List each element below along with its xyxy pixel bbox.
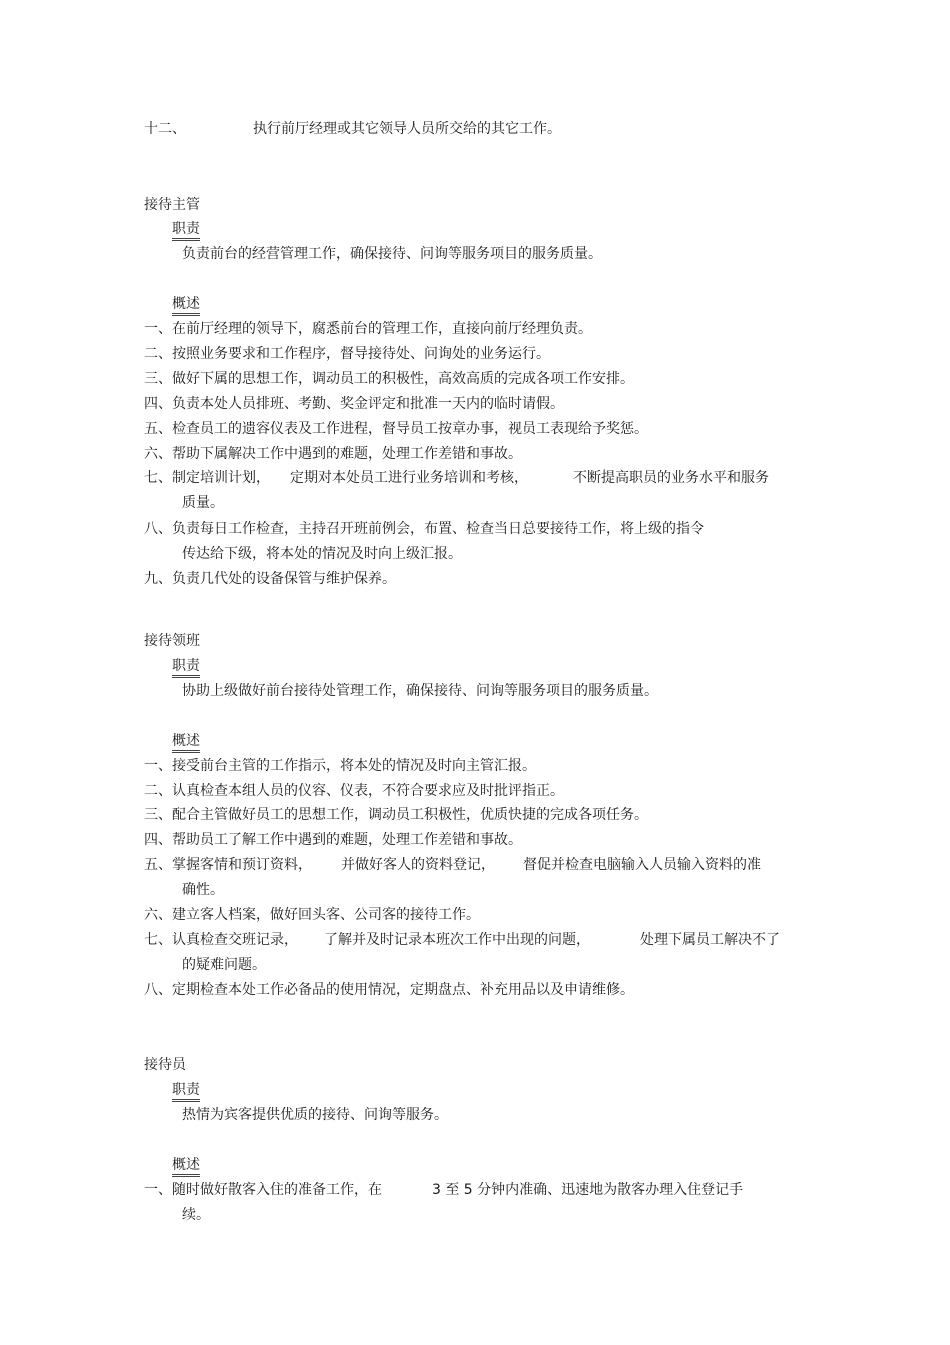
list-item-part: 处理下属员工解决不了 bbox=[640, 932, 780, 948]
list-item: 一、接受前台主管的工作指示，将本处的情况及时向主管汇报。 bbox=[144, 758, 536, 774]
duty-heading: 职责 bbox=[172, 1081, 200, 1102]
list-item: 一、在前厅经理的领导下，腐悉前台的管理工作，直接向前厅经理负责。 bbox=[144, 321, 592, 337]
list-item: 二、按照业务要求和工作程序，督导接待处、问询处的业务运行。 bbox=[144, 346, 550, 362]
item-number: 十二、 bbox=[144, 121, 186, 137]
overview-heading: 概述 bbox=[172, 732, 200, 753]
list-item-continuation: 传达给下级，将本处的情况及时向上级汇报。 bbox=[182, 546, 462, 562]
overview-heading: 概述 bbox=[172, 1156, 200, 1177]
list-item-part: 3 至 5 分钟内准确、迅速地为散客办理入住登记手 bbox=[432, 1182, 744, 1198]
list-item-part: 并做好客人的资料登记， bbox=[341, 857, 495, 873]
list-item: 六、帮助下属解决工作中遇到的难题，处理工作差错和事故。 bbox=[144, 446, 522, 462]
list-item: 九、负责几代处的设备保管与维护保养。 bbox=[144, 571, 396, 587]
list-item-part: 五、掌握客情和预订资料， bbox=[144, 857, 312, 873]
list-item-part: 不断提高职员的业务水平和服务 bbox=[573, 470, 769, 486]
list-item: 八、定期检查本处工作必备品的使用情况，定期盘点、补充用品以及申请维修。 bbox=[144, 982, 634, 998]
duty-text: 协助上级做好前台接待处管理工作，确保接待、问询等服务项目的服务质量。 bbox=[182, 683, 658, 699]
list-item-part: 督促并检查电脑输入人员输入资料的准 bbox=[523, 857, 761, 873]
list-item-part: 七、制定培训计划， bbox=[144, 470, 270, 486]
list-item: 三、配合主管做好员工的思想工作，调动员工积极性，优质快捷的完成各项任务。 bbox=[144, 807, 648, 823]
list-item-continuation: 续。 bbox=[182, 1207, 210, 1223]
duty-text: 负责前台的经营管理工作，确保接待、问询等服务项目的服务质量。 bbox=[182, 246, 602, 262]
list-item: 四、帮助员工了解工作中遇到的难题，处理工作差错和事故。 bbox=[144, 832, 522, 848]
duty-heading: 职责 bbox=[172, 220, 200, 241]
duty-text: 热情为宾客提供优质的接待、问询等服务。 bbox=[182, 1107, 448, 1123]
overview-heading: 概述 bbox=[172, 295, 200, 316]
list-item-continuation: 质量。 bbox=[182, 495, 224, 511]
section-title: 接待员 bbox=[144, 1057, 186, 1073]
list-item: 二、认真检查本组人员的仪容、仪表，不符合要求应及时批评指正。 bbox=[144, 783, 564, 799]
list-item: 四、负责本处人员排班、考勤、奖金评定和批准一天内的临时请假。 bbox=[144, 396, 564, 412]
list-item: 五、检查员工的遗容仪表及工作进程，督导员工按章办事，视员工表现给予奖惩。 bbox=[144, 421, 648, 437]
list-item-continuation: 的疑难问题。 bbox=[182, 957, 266, 973]
list-item-part: 定期对本处员工进行业务培训和考核， bbox=[290, 470, 528, 486]
list-item-part: 七、认真检查交班记录， bbox=[144, 932, 298, 948]
duty-heading: 职责 bbox=[172, 657, 200, 678]
list-item: 八、负责每日工作检查，主持召开班前例会，布置、检查当日总要接待工作，将上级的指令 bbox=[144, 521, 704, 537]
list-item: 三、做好下属的思想工作，调动员工的积极性，高效高质的完成各项工作安排。 bbox=[144, 371, 634, 387]
list-item: 六、建立客人档案，做好回头客、公司客的接待工作。 bbox=[144, 907, 480, 923]
item-text: 执行前厅经理或其它领导人员所交给的其它工作。 bbox=[253, 121, 561, 137]
section-title: 接待领班 bbox=[144, 633, 200, 649]
section-title: 接待主管 bbox=[144, 197, 200, 213]
list-item-continuation: 确性。 bbox=[182, 882, 224, 898]
list-item-part: 了解并及时记录本班次工作中出现的问题， bbox=[324, 932, 590, 948]
list-item-part: 一、随时做好散客入住的准备工作，在 bbox=[144, 1182, 382, 1198]
